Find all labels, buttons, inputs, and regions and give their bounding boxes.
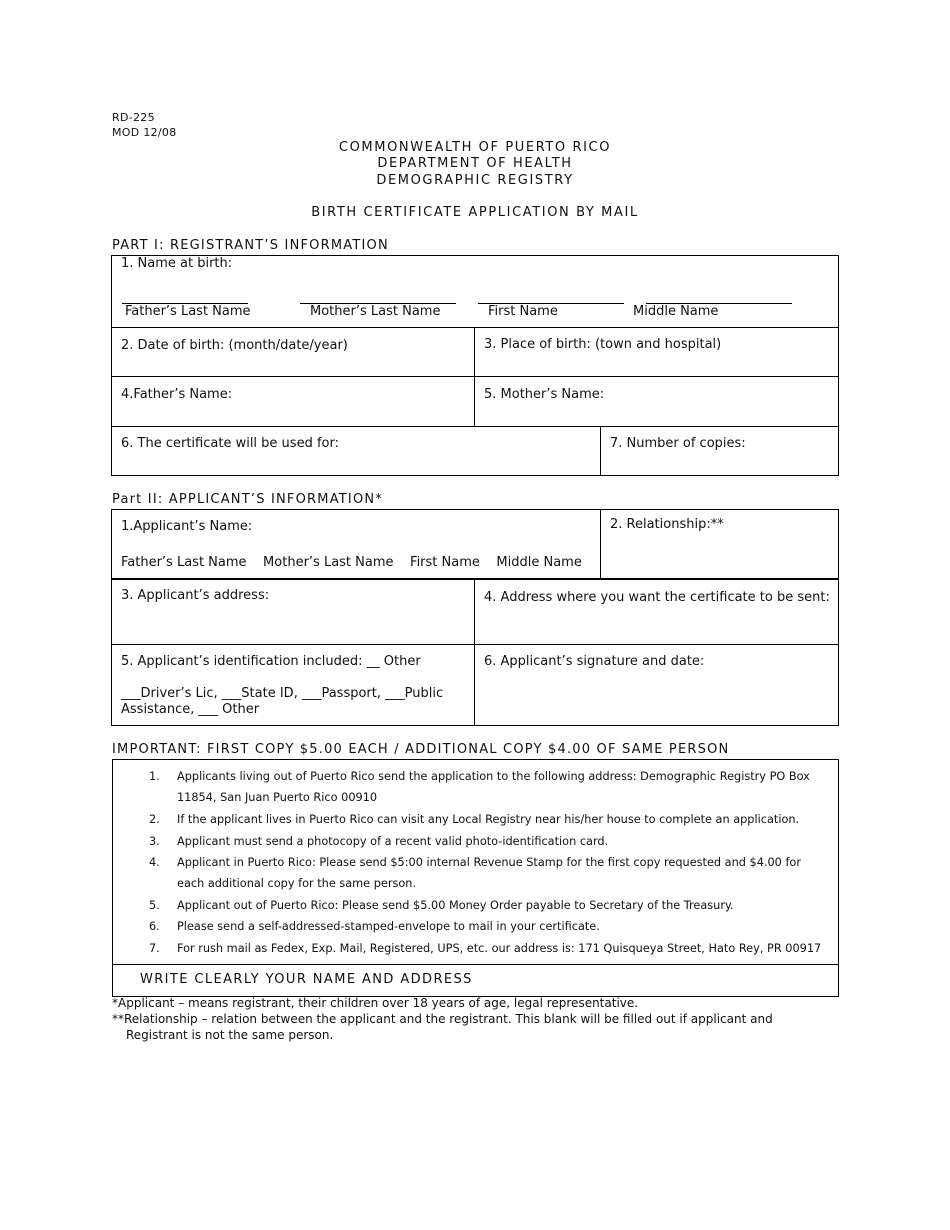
instruction-item: 1. Applicants living out of Puerto Rico send the application to the following address: Demographic Registry PO Box 11854, San Juan Puerto Rico 00910 — [149, 770, 810, 804]
header-line2: DEPARTMENT OF HEALTH — [377, 156, 573, 171]
father-name-field[interactable]: 4.Father’s Name: — [121, 387, 233, 402]
applicant-name-parts: Father’s Last Name Mother’s Last Name First Name Middle Name — [121, 555, 582, 570]
divider — [112, 376, 838, 377]
place-of-birth-field[interactable]: 3. Place of birth: (town and hospital) — [484, 337, 722, 352]
part1-box — [111, 255, 839, 476]
form-title: BIRTH CERTIFICATE APPLICATION BY MAIL — [311, 205, 639, 220]
applicant-name-field[interactable]: 1.Applicant’s Name: — [121, 519, 253, 534]
date-of-birth-field[interactable]: 2. Date of birth: (month/date/year) — [121, 338, 348, 353]
divider — [600, 426, 601, 475]
mother-name-field[interactable]: 5. Mother’s Name: — [484, 387, 605, 402]
instructions-box: 1. Applicants living out of Puerto Rico send the application to the following address: Demographic Registry PO Box 11854, San Juan Puerto Rico 00910 2. If the applicant lives in Puerto Rico can visit any Local Registry near his/her house to complete an application. 3. Applicant must send a photocopy of a recent valid photo-identification card. 4. Applicant in Puerto Rico: Please send $5:00 internal Revenue Stamp for the first copy requested and $4.00 for each additional copy for the same person. 5. Applicant out of Puerto Rico: Please send $5.00 Money Order payable to Secretary of the Treasury. 6. Please send a self-addressed-stamped-envelope to mail in your certificate. 7. For rush mail as Fedex, Exp. Mail, Registered, UPS, etc. our address is: 171 Quisqueya Street, Hato Rey, PR 00917 WRITE CLEARLY YOUR NAME AND ADDRESS — [112, 759, 839, 997]
header-line1: COMMONWEALTH OF PUERTO RICO — [338, 140, 612, 155]
divider — [113, 964, 838, 965]
divider — [112, 327, 838, 328]
important-heading: IMPORTANT: FIRST COPY $5.00 EACH / ADDITIONAL COPY $4.00 OF SAME PERSON — [112, 742, 730, 757]
father-last-name-label: Father’s Last Name — [125, 304, 251, 319]
first-name-label: First Name — [488, 304, 558, 319]
divider — [474, 578, 475, 725]
part1-heading: PART I: REGISTRANT’S INFORMATION — [112, 238, 389, 253]
header-line3: DEMOGRAPHIC REGISTRY — [376, 173, 574, 188]
footnote-relationship: **Relationship – relation between the applicant and the registrant. This blank will be filled out if applicant and Registrant is not the same person. — [112, 1012, 773, 1042]
relationship-field[interactable]: 2. Relationship:** — [610, 517, 724, 532]
applicant-address-field[interactable]: 3. Applicant’s address: — [121, 588, 270, 603]
middle-name-label: Middle Name — [633, 304, 719, 319]
part2-heading: Part II: APPLICANT’S INFORMATION* — [112, 492, 384, 507]
form-mod: MOD 12/08 — [112, 126, 177, 139]
form-code: RD-225 — [112, 111, 155, 124]
divider — [112, 426, 838, 427]
send-address-field[interactable]: 4. Address where you want the certificate to be sent: — [484, 590, 830, 605]
identification-line1[interactable]: 5. Applicant’s identification included: __ Other — [121, 654, 421, 669]
signature-date-field[interactable]: 6. Applicant’s signature and date: — [484, 654, 705, 669]
certificate-use-field[interactable]: 6. The certificate will be used for: — [121, 436, 339, 451]
name-at-birth-label: 1. Name at birth: — [121, 256, 233, 271]
divider — [600, 510, 601, 578]
footnote-applicant: *Applicant – means registrant, their children over 18 years of age, legal representative. — [112, 996, 639, 1010]
divider — [112, 644, 838, 645]
write-clearly-notice: WRITE CLEARLY YOUR NAME AND ADDRESS — [140, 972, 473, 987]
number-of-copies-field[interactable]: 7. Number of copies: — [610, 436, 746, 451]
divider — [112, 578, 838, 580]
identification-options[interactable]: ___Driver’s Lic, ___State ID, ___Passport, ___Public Assistance, ___ Other — [121, 686, 444, 717]
part2-box — [111, 509, 839, 726]
mother-last-name-label: Mother’s Last Name — [310, 304, 441, 319]
